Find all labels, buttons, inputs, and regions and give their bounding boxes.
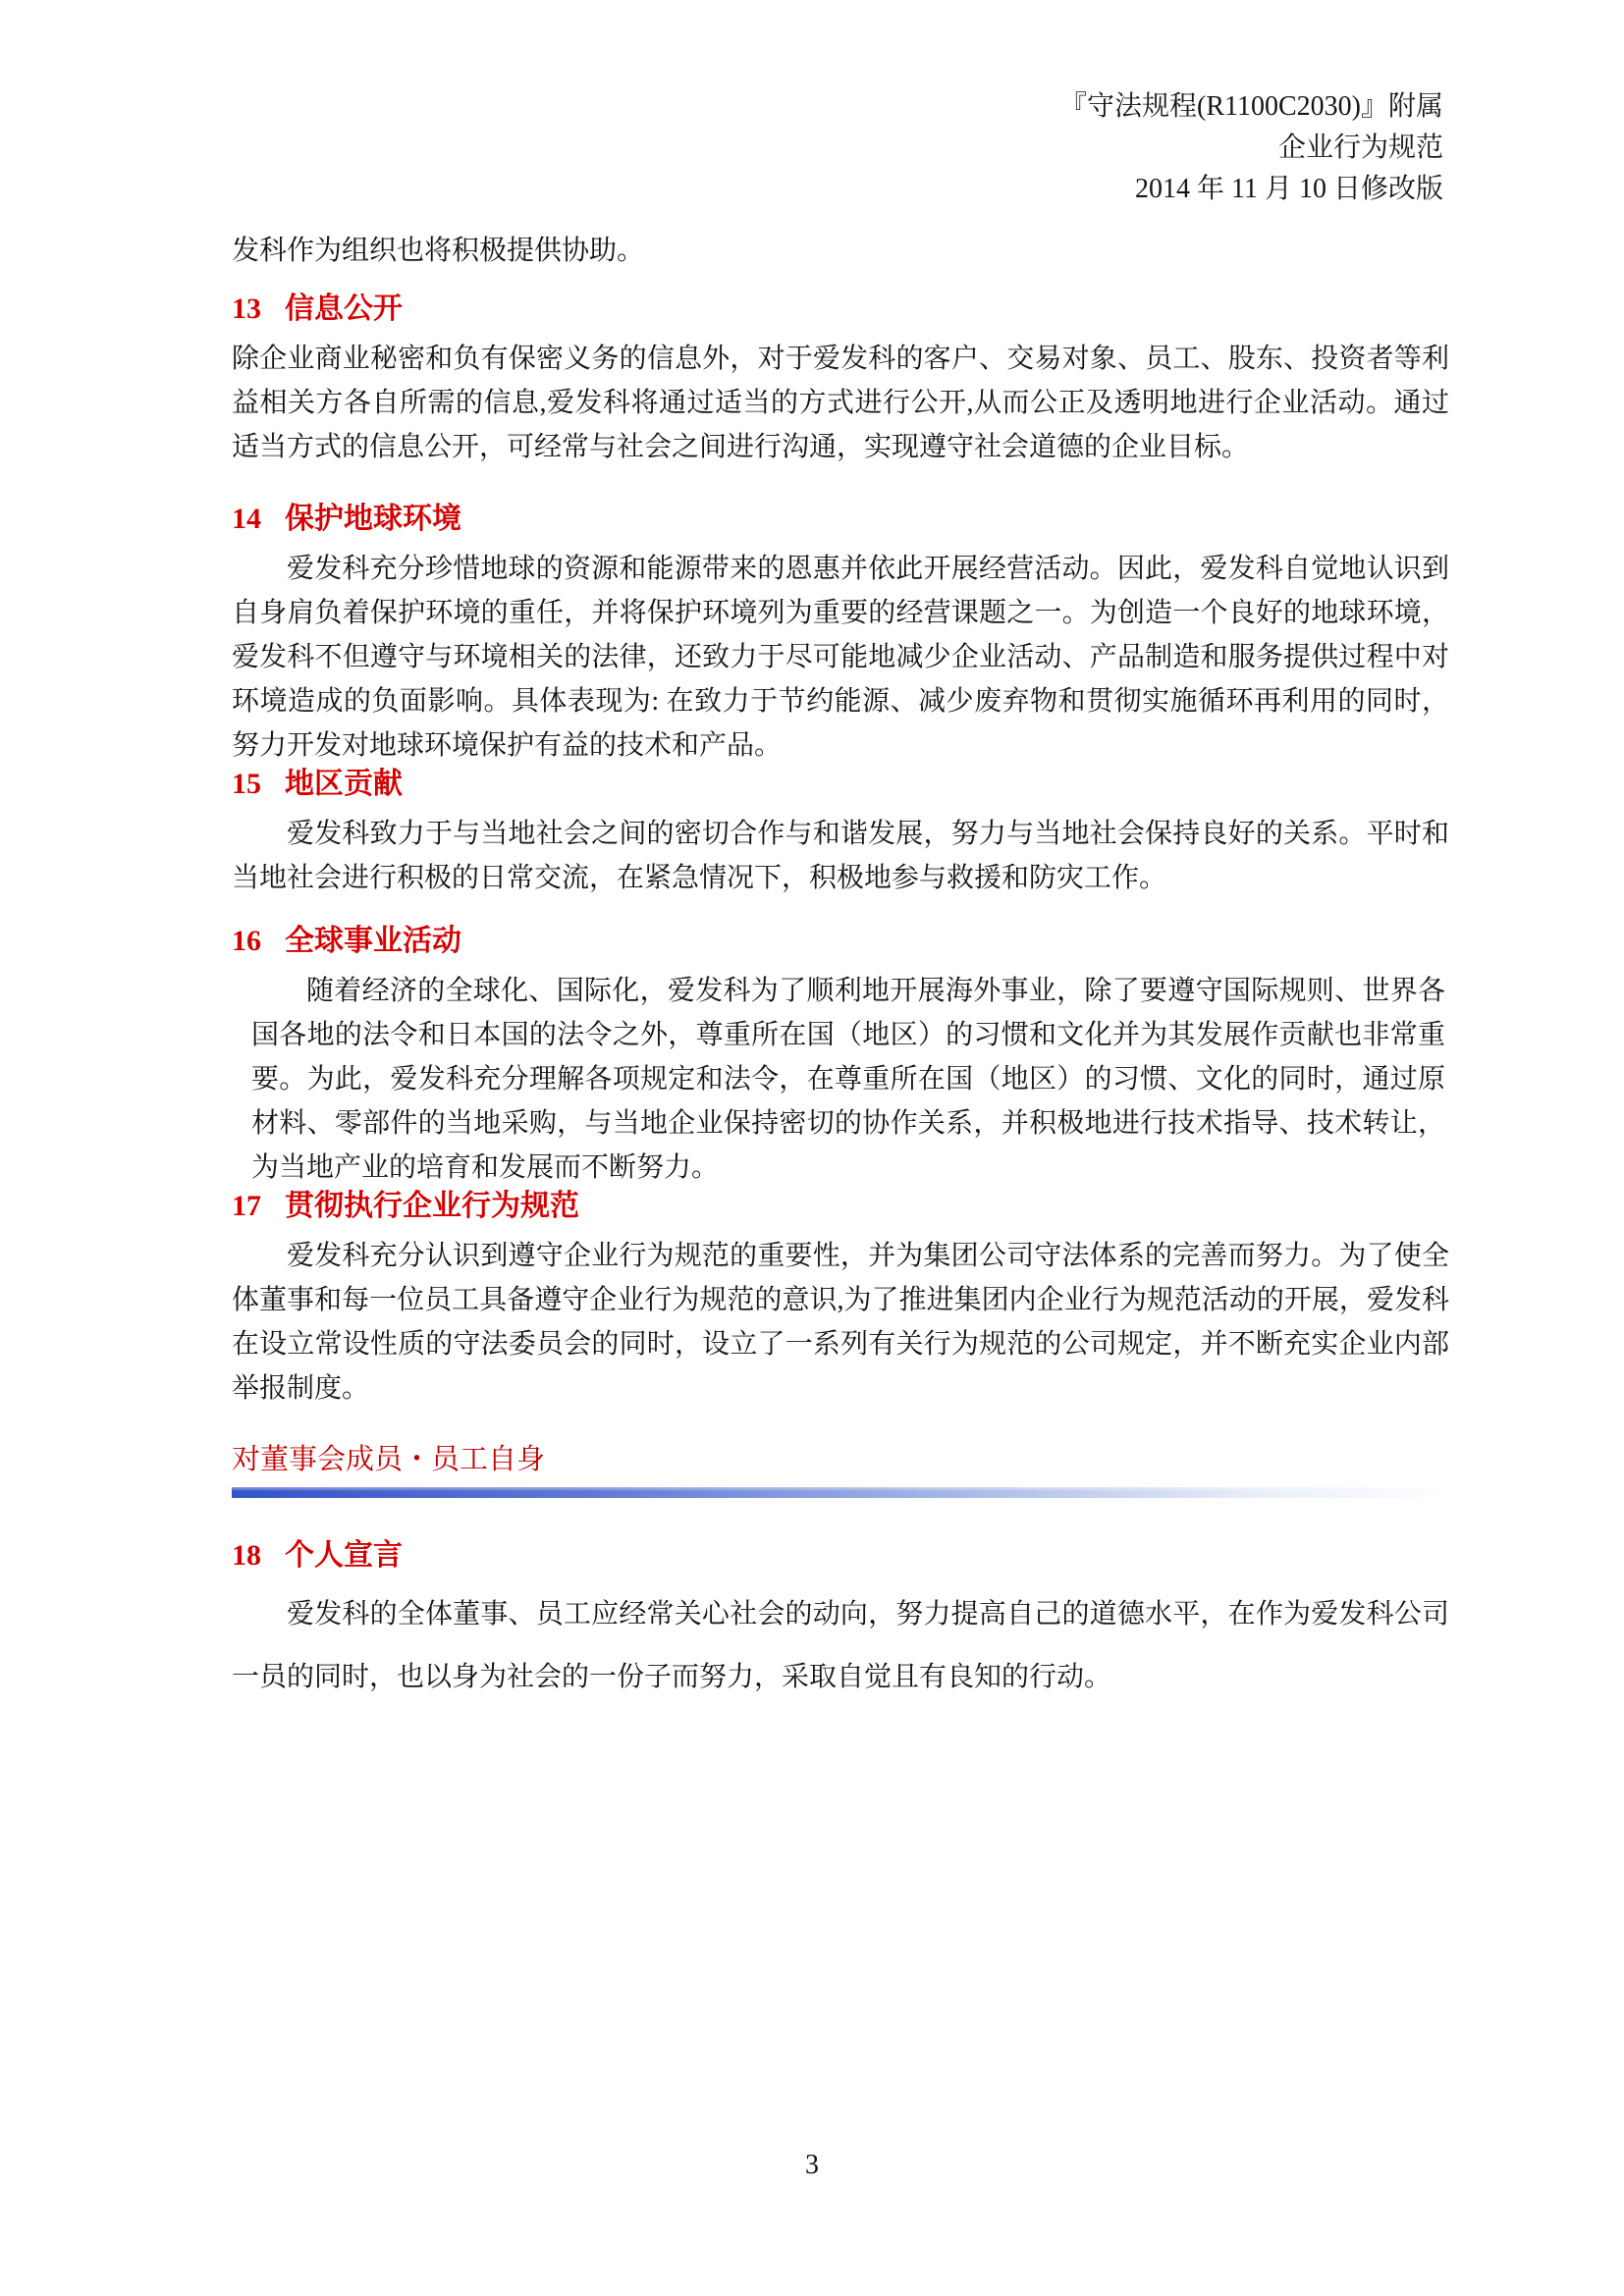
header-subtitle-line: 企业行为规范 — [1277, 133, 1443, 163]
section-heading — [232, 922, 1449, 961]
section-title: 地区贡献 — [285, 768, 403, 800]
section-number: 17 — [232, 1190, 261, 1222]
page-header — [1059, 86, 1443, 210]
section-title: 个人宣言 — [285, 1539, 403, 1572]
section-18-personal-declaration — [232, 1536, 1449, 1709]
page-number: 3 — [805, 2150, 819, 2180]
section-body: 爱发科致力于与当地社会之间的密切合作与和谐发展，努力与当地社会保持良好的关系。平时和当地社会进行积极的日常交流，在紧急情况下，积极地参与救援和防灾工作。 — [232, 819, 1449, 893]
section-title: 信息公开 — [285, 293, 403, 325]
intro-continuation-paragraph: 发科作为组织也将积极提供协助。 — [232, 236, 645, 266]
section-number: 15 — [232, 768, 261, 800]
section-17-code-enforcement — [232, 1187, 1449, 1411]
section-16-global-business — [232, 922, 1449, 1190]
section-body: 爱发科充分珍惜地球的资源和能源带来的恩惠并依此开展经营活动。因此，爱发科自觉地认识到自身肩负着保护环境的重任，并将保护环境列为重要的经营课题之一。为创造一个良好的地球环境，爱发科不但遵守与环境相关的法律，还致力于尽可能地减少企业活动、产品制造和服务提供过程中对环境造成的负面影响。具体表现为: 在致力于节约能源、减少废弃物和贯彻实施循环再利用的同时，努力开发对地球环境保护有益的技术和产品。 — [232, 554, 1449, 761]
section-14-environment-protection — [232, 500, 1449, 768]
section-number: 16 — [232, 925, 261, 957]
section-body: 爱发科的全体董事、员工应经常关心社会的动向，努力提高自己的道德水平，在作为爱发科公司一员的同时，也以身为社会的一份子而努力，采取自觉且有良知的行动。 — [232, 1599, 1449, 1692]
section-number: 13 — [232, 293, 261, 325]
header-revision-date: 2014 年 11 月 10 日修改版 — [1135, 174, 1443, 204]
category-banner-label: 对董事会成员・员工自身 — [232, 1444, 546, 1475]
section-15-regional-contribution — [232, 765, 1449, 900]
section-number: 18 — [232, 1539, 261, 1572]
section-body: 随着经济的全球化、国际化，爱发科为了顺利地开展海外事业，除了要遵守国际规则、世界各国各地的法令和日本国的法令之外，尊重所在国（地区）的习惯和文化并为其发展作贡献也非常重要。为此，爱发科充分理解各项规定和法令，在尊重所在国（地区）的习惯、文化的同时，通过原材料、零部件的当地采购，与当地企业保持密切的协作关系，并积极地进行技术指导、技术转让，为当地产业的培育和发展而不断努力。 — [251, 976, 1445, 1183]
category-banner — [232, 1441, 1449, 1498]
section-heading — [232, 500, 1449, 539]
section-body: 除企业商业秘密和负有保密义务的信息外，对于爱发科的客户、交易对象、员工、股东、投资者等利益相关方各自所需的信息,爱发科将通过适当的方式进行公开,从而公正及透明地进行企业活动。通过适当方式的信息公开，可经常与社会之间进行沟通，实现遵守社会道德的企业目标。 — [232, 344, 1449, 462]
section-13-information-disclosure — [232, 290, 1449, 469]
header-title-line: 『守法规程(R1100C2030)』附属 — [1059, 91, 1443, 122]
section-title: 保护地球环境 — [285, 503, 461, 535]
section-heading — [232, 290, 1449, 329]
section-heading — [232, 1187, 1449, 1226]
gradient-rule — [232, 1487, 1449, 1498]
section-number: 14 — [232, 503, 261, 535]
section-heading — [232, 765, 1449, 804]
section-title: 贯彻执行企业行为规范 — [285, 1190, 579, 1222]
section-title: 全球事业活动 — [285, 925, 461, 957]
section-heading — [232, 1536, 1449, 1575]
section-body: 爱发科充分认识到遵守企业行为规范的重要性，并为集团公司守法体系的完善而努力。为了使全体董事和每一位员工具备遵守企业行为规范的意识,为了推进集团内企业行为规范活动的开展，爱发科在设立常设性质的守法委员会的同时，设立了一系列有关行为规范的公司规定，并不断充实企业内部举报制度。 — [232, 1241, 1449, 1404]
